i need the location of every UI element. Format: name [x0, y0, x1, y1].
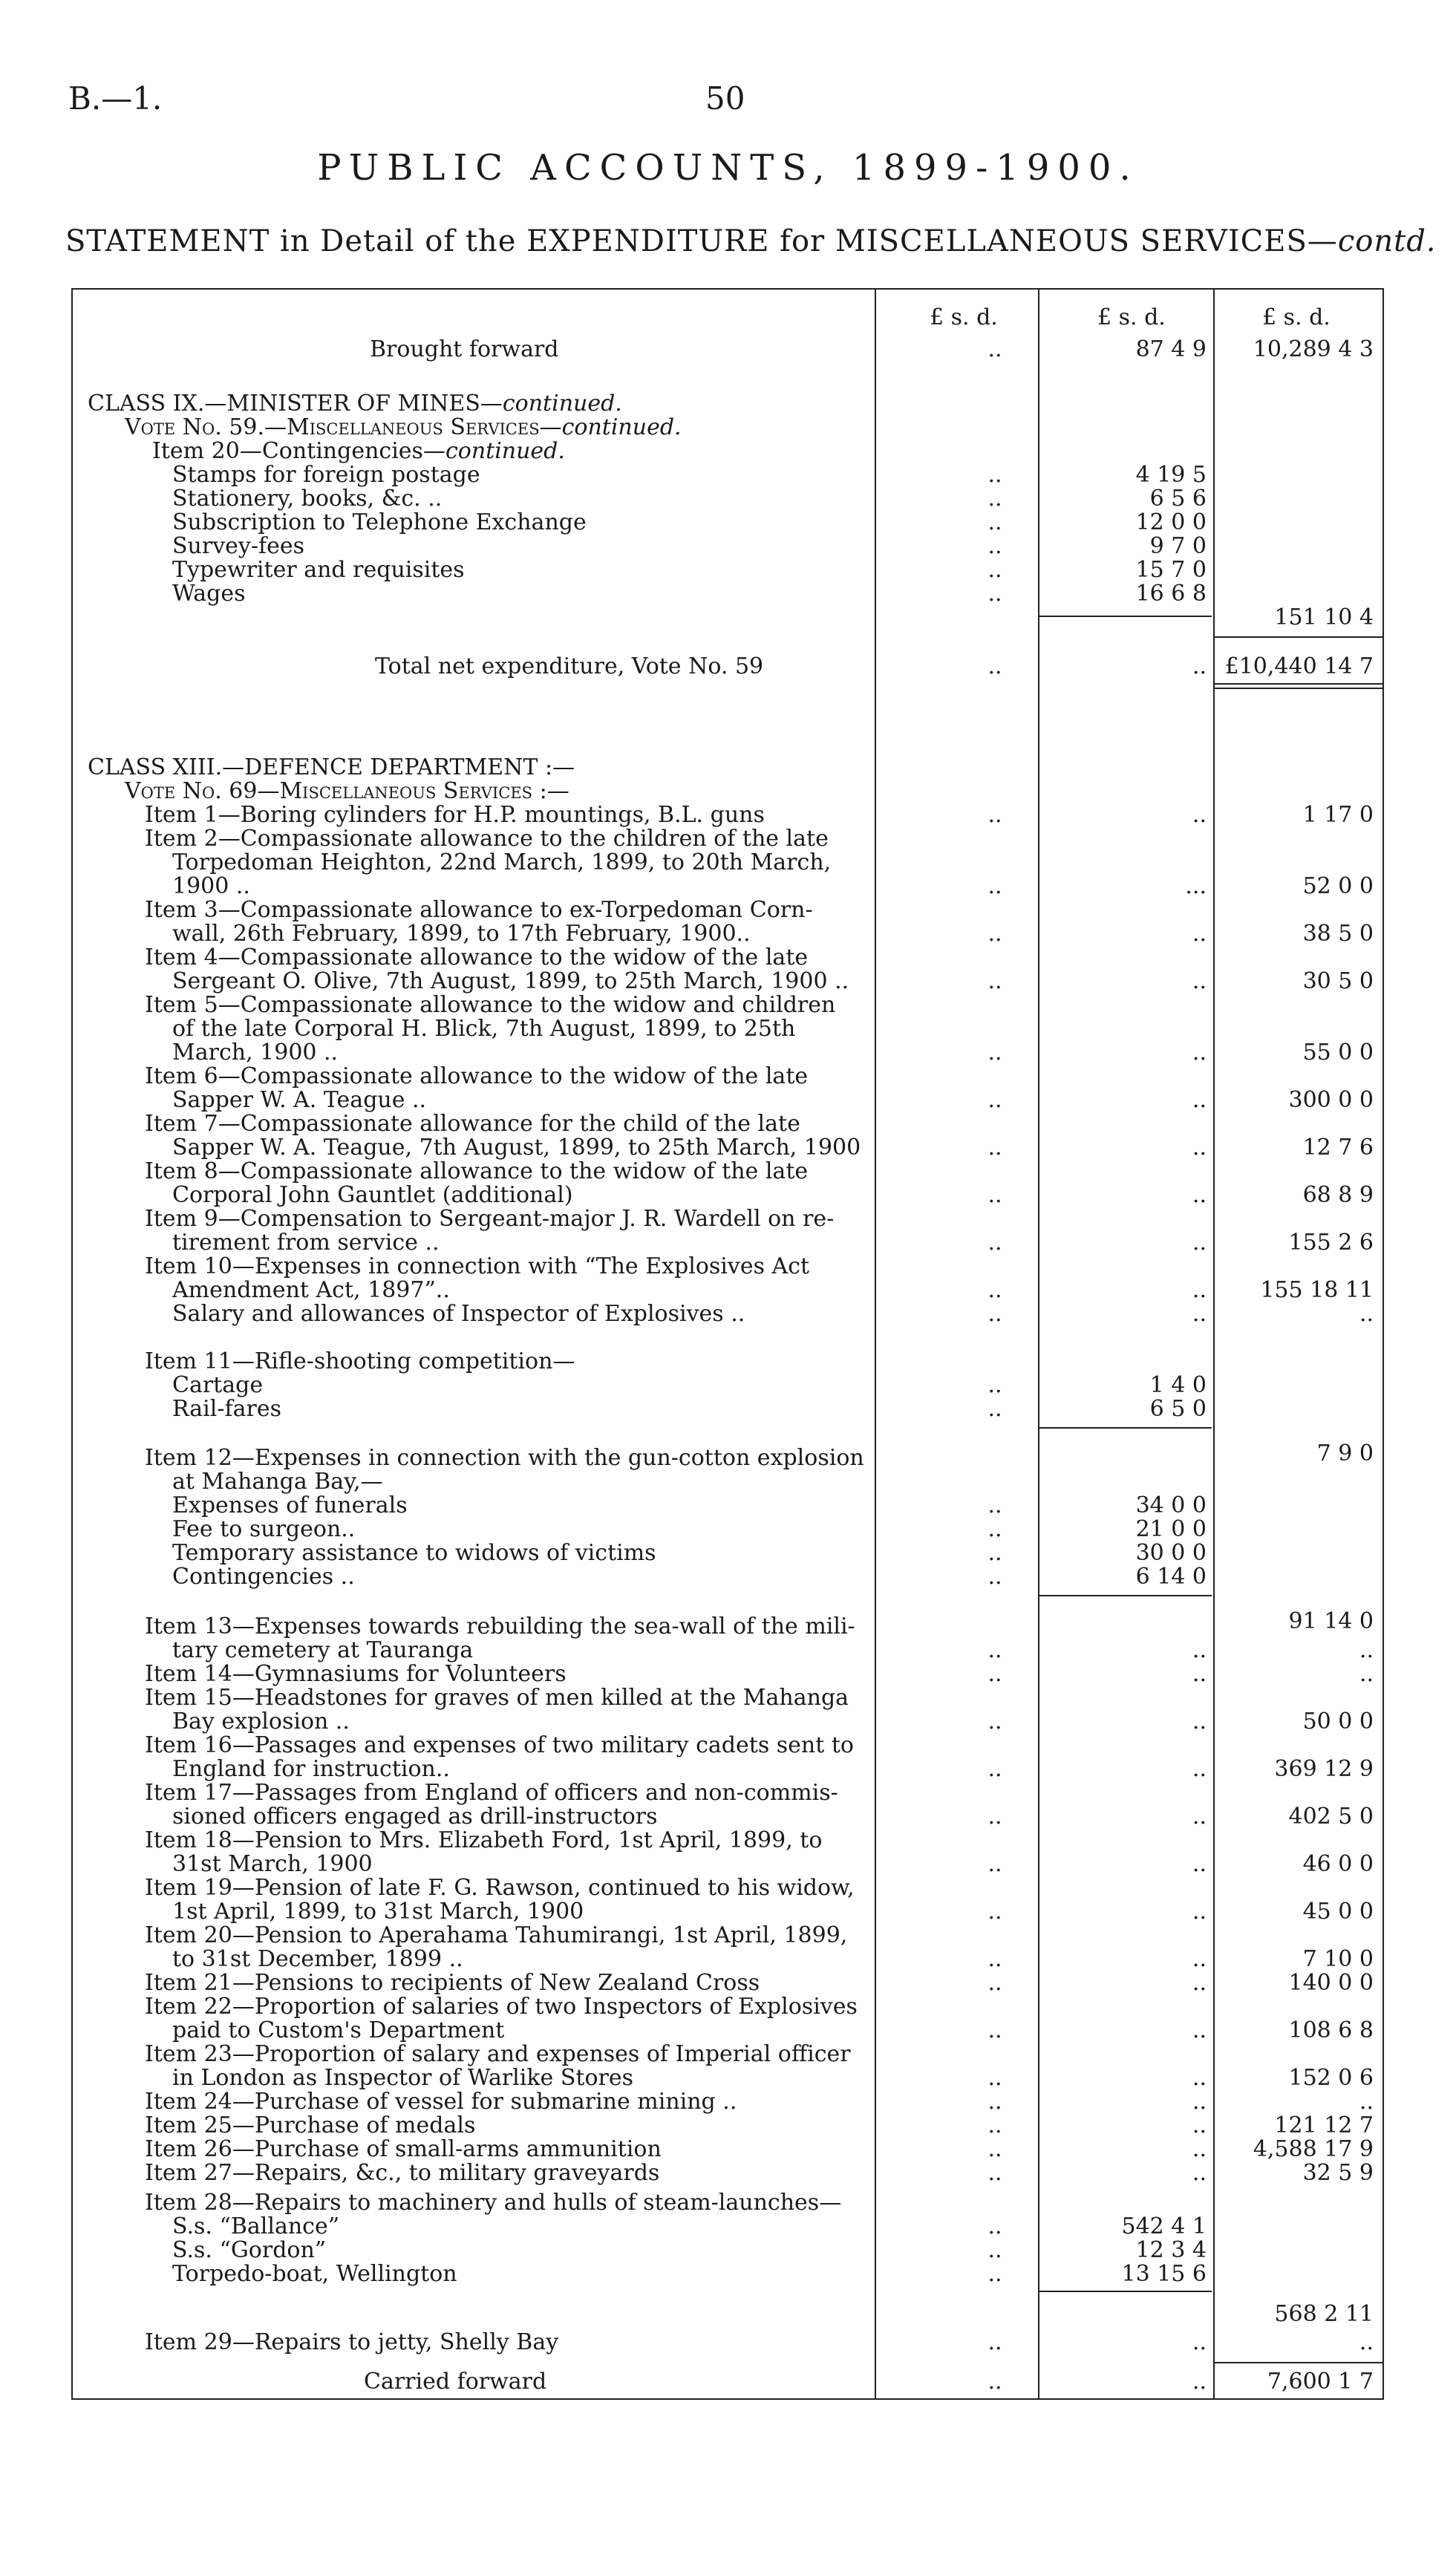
item11-row-label: Cartage — [172, 1372, 264, 1398]
item-c3: 32 5 9 — [1302, 2160, 1374, 2186]
item-c1: .. — [987, 2136, 1002, 2162]
item-c3: 46 0 0 — [1302, 1851, 1374, 1877]
item-text-line: 1900 .. — [172, 873, 250, 899]
item-c1: .. — [987, 1301, 1002, 1327]
item12-row-label: Contingencies .. — [172, 1564, 355, 1590]
item-c3: 369 12 9 — [1274, 1756, 1374, 1782]
item-c3: 50 0 0 — [1302, 1709, 1374, 1734]
item-c1: .. — [987, 1756, 1002, 1782]
item-c2: .. — [1192, 1804, 1207, 1830]
item28-row-c2: 12 3 4 — [1135, 2237, 1207, 2263]
item12-text-line: Item 12—Expenses in connection with the gun-cotton explosion — [145, 1445, 864, 1471]
vote59-total-label: Total net expenditure, Vote No. 59 — [375, 653, 764, 679]
vote59-total-c2: .. — [1192, 653, 1207, 679]
item-text-line: Bay explosion .. — [172, 1709, 350, 1734]
item-c1: .. — [987, 1182, 1002, 1208]
item-c2: .. — [1192, 2017, 1207, 2043]
item11-row-c1: .. — [987, 1372, 1002, 1398]
item12-row-c1: .. — [987, 1516, 1002, 1542]
item29-c3: .. — [1359, 2329, 1374, 2355]
item-c1: .. — [987, 1087, 1002, 1113]
item-c2: .. — [1192, 2136, 1207, 2162]
item-text-line: Item 7—Compassionate allowance for the child of the late — [145, 1111, 800, 1137]
item-c2: .. — [1192, 1756, 1207, 1782]
item-c3: 155 2 6 — [1288, 1230, 1374, 1256]
item29-c1: .. — [987, 2329, 1002, 2355]
item-c2: .. — [1192, 1661, 1207, 1687]
item-text-line: Item 9—Compensation to Sergeant-major J. R. Wardell on re- — [145, 1206, 835, 1232]
contingency-row-c2: 16 6 8 — [1135, 581, 1207, 607]
item11-row-c2: 1 4 0 — [1149, 1372, 1207, 1398]
item-c3: .. — [1359, 1661, 1374, 1687]
column-header-1: £ s. d. — [930, 304, 998, 330]
contingency-row-c1: .. — [987, 533, 1002, 559]
item-c3: .. — [1359, 1637, 1374, 1663]
item-c2: .. — [1192, 1182, 1207, 1208]
item-c3: 4,588 17 9 — [1253, 2136, 1374, 2162]
item-c2: .. — [1192, 1087, 1207, 1113]
item-text-line: 1st April, 1899, to 31st March, 1900 — [172, 1899, 584, 1925]
item-c3: 30 5 0 — [1302, 968, 1374, 994]
item-c1: .. — [987, 1230, 1002, 1256]
item28-row-c1: .. — [987, 2213, 1002, 2239]
item12-row-c2: 6 14 0 — [1135, 1564, 1207, 1590]
item-c3: 152 0 6 — [1288, 2065, 1374, 2091]
item-text-line: Item 6—Compassionate allowance to the widow of the late — [145, 1063, 809, 1089]
item-c2: .. — [1192, 1709, 1207, 1734]
contingency-row-c1: .. — [987, 581, 1002, 607]
item12-row-c1: .. — [987, 1492, 1002, 1518]
item28-row-c1: .. — [987, 2237, 1002, 2263]
contingency-row-label: Stationery, books, &c. .. — [172, 486, 443, 512]
item-c1: .. — [987, 2089, 1002, 2115]
item-c1: .. — [987, 1661, 1002, 1687]
item-text-line: March, 1900 .. — [172, 1040, 339, 1065]
carried-forward-rule — [1215, 2362, 1382, 2363]
vote59-total-c3: £10,440 14 7 — [1224, 653, 1374, 679]
item-text-line: Item 8—Compassionate allowance to the widow of the late — [145, 1158, 809, 1184]
item-c3: 45 0 0 — [1302, 1899, 1374, 1925]
item-c2: .. — [1192, 921, 1207, 947]
item-c2: .. — [1192, 2112, 1207, 2138]
item-c2: .. — [1192, 2089, 1207, 2115]
item12-row-label: Expenses of funerals — [172, 1492, 408, 1518]
item12-row-label: Fee to surgeon.. — [172, 1516, 356, 1542]
contingency-row-label: Typewriter and requisites — [172, 557, 465, 583]
item11-row-label: Rail-fares — [172, 1396, 281, 1422]
item-c2: .. — [1192, 1277, 1207, 1303]
item-c2: .. — [1192, 1230, 1207, 1256]
item-c3: 108 6 8 — [1288, 2017, 1374, 2043]
item12-text-line: at Mahanga Bay,— — [172, 1469, 383, 1495]
carried-forward-c2: .. — [1192, 2369, 1207, 2395]
item-text-line: Item 22—Proportion of salaries of two Inspectors of Explosives — [145, 1994, 858, 2020]
item-text-line: Item 16—Passages and expenses of two military cadets sent to — [145, 1732, 854, 1758]
brought-forward-c1: .. — [987, 336, 1002, 362]
item12-subtotal-rule — [1039, 1595, 1212, 1596]
item-text-line: Item 14—Gymnasiums for Volunteers — [145, 1661, 567, 1687]
item-c1: .. — [987, 1946, 1002, 1972]
item-c2: .. — [1192, 1851, 1207, 1877]
contingency-row-c2: 12 0 0 — [1135, 509, 1207, 535]
contingency-row-label: Wages — [172, 581, 246, 607]
item28-row-label: S.s. “Gordon” — [172, 2237, 327, 2263]
item-c1: .. — [987, 2112, 1002, 2138]
brought-forward-c3: 10,289 4 3 — [1253, 336, 1374, 362]
item-text-line: Item 1—Boring cylinders for H.P. mountings, B.L. guns — [145, 802, 765, 828]
item-text-line: Sergeant O. Olive, 7th August, 1899, to 25th March, 1900 .. — [172, 968, 849, 994]
statement-subtitle — [65, 224, 1437, 258]
item-text-line: Item 19—Pension of late F. G. Rawson, continued to his widow, — [145, 1875, 855, 1901]
item-text-line: tirement from service .. — [172, 1230, 440, 1256]
item-c1: .. — [987, 1970, 1002, 1996]
item-c3: .. — [1359, 1301, 1374, 1327]
item-c1: .. — [987, 1135, 1002, 1161]
item12-row-label: Temporary assistance to widows of victims — [172, 1540, 656, 1566]
item-c1: .. — [987, 2160, 1002, 2186]
item11-row-c2: 6 5 0 — [1149, 1396, 1207, 1422]
item-c2: .. — [1192, 968, 1207, 994]
item12-row-c2: 21 0 0 — [1135, 1516, 1207, 1542]
page-title: PUBLIC ACCOUNTS, 1899-1900. — [317, 147, 1139, 189]
item-text-line: Item 24—Purchase of vessel for submarine mining .. — [145, 2089, 737, 2115]
item-c3: 55 0 0 — [1302, 1040, 1374, 1065]
item-text-line: Item 3—Compassionate allowance to ex-Torpedoman Corn- — [145, 897, 813, 923]
class9-item20: Item 20—Contingencies—continued. — [152, 438, 565, 464]
page-number: 50 — [705, 80, 745, 117]
subtitle-main: STATEMENT in Detail of the EXPENDITURE for MISCELLANEOUS SERVICES — [65, 224, 1308, 258]
item12-subtotal: 91 14 0 — [1288, 1608, 1374, 1634]
item-c3: 12 7 6 — [1302, 1135, 1374, 1161]
item-c1: .. — [987, 802, 1002, 828]
item-text-line: Salary and allowances of Inspector of Explosives .. — [172, 1301, 745, 1327]
item-text-line: Amendment Act, 1897”.. — [172, 1277, 450, 1303]
item-text-line: Corporal John Gauntlet (additional) — [172, 1182, 573, 1208]
contingency-row-c2: 4 19 5 — [1135, 462, 1207, 488]
contingency-row-label: Survey-fees — [172, 533, 305, 559]
column-divider-3 — [1213, 288, 1215, 2400]
item-c1: .. — [987, 1040, 1002, 1065]
item-text-line: Item 5—Compassionate allowance to the widow and children — [145, 992, 836, 1018]
item-c2: .. — [1192, 1970, 1207, 1996]
item-text-line: Item 26—Purchase of small-arms ammunition — [145, 2136, 662, 2162]
contingency-row-label: Stamps for foreign postage — [172, 462, 480, 488]
item11-row-c1: .. — [987, 1396, 1002, 1422]
item29-c2: .. — [1192, 2329, 1207, 2355]
item-text-line: Item 2—Compassionate allowance to the children of the late — [145, 826, 829, 852]
item-text-line: tary cemetery at Tauranga — [172, 1637, 474, 1663]
item-text-line: Sapper W. A. Teague, 7th August, 1899, to 25th March, 1900 — [172, 1135, 861, 1161]
contingency-row-c1: .. — [987, 557, 1002, 583]
item-c3: 155 18 11 — [1260, 1277, 1374, 1303]
item-c2: .. — [1192, 1040, 1207, 1065]
item-c2: ... — [1185, 873, 1207, 899]
item-text-line: Item 21—Pensions to recipients of New Zealand Cross — [145, 1970, 760, 1996]
class9-total-rule-top — [1215, 636, 1382, 638]
item-c3: .. — [1359, 2089, 1374, 2115]
item-text-line: wall, 26th February, 1899, to 17th February, 1900.. — [172, 921, 751, 947]
item12-row-c2: 30 0 0 — [1135, 1540, 1207, 1566]
item-text-line: Item 10—Expenses in connection with “The Explosives Act — [145, 1253, 810, 1279]
item-text-line: of the late Corporal H. Blick, 7th August, 1899, to 25th — [172, 1016, 796, 1042]
item28-subtotal: 568 2 11 — [1274, 2301, 1374, 2327]
item-text-line: to 31st December, 1899 .. — [172, 1946, 463, 1972]
class13-heading: CLASS XIII.—DEFENCE DEPARTMENT :— — [88, 754, 575, 780]
item-c3: 52 0 0 — [1302, 873, 1374, 899]
item-text-line: Item 17—Passages from England of officers and non-commis- — [145, 1780, 838, 1806]
item12-row-c1: .. — [987, 1564, 1002, 1590]
item28-label: Item 28—Repairs to machinery and hulls of steam-launches— — [145, 2190, 842, 2216]
item-text-line: England for instruction.. — [172, 1756, 450, 1782]
item-text-line: Sapper W. A. Teague .. — [172, 1087, 427, 1113]
item-c3: 1 17 0 — [1302, 802, 1374, 828]
item-text-line: 31st March, 1900 — [172, 1851, 373, 1877]
item-text-line: Item 13—Expenses towards rebuilding the sea-wall of the mili- — [145, 1613, 855, 1639]
item-c1: .. — [987, 1851, 1002, 1877]
item-c1: .. — [987, 2065, 1002, 2091]
contingency-row-c2: 6 5 6 — [1149, 486, 1207, 512]
item-c3: 402 5 0 — [1288, 1804, 1374, 1830]
item-c3: 7 10 0 — [1302, 1946, 1374, 1972]
item12-row-c1: .. — [987, 1540, 1002, 1566]
item-text-line: paid to Custom's Department — [172, 2017, 505, 2043]
item28-row-c2: 542 4 1 — [1121, 2213, 1207, 2239]
class9-vote: Vote No. 59.—Miscellaneous Services—continued. — [125, 414, 682, 440]
contingency-row-c1: .. — [987, 509, 1002, 535]
item-c3: 68 8 9 — [1302, 1182, 1374, 1208]
brought-forward-c2: 87 4 9 — [1135, 336, 1207, 362]
class9-subtotal-rule — [1039, 616, 1212, 617]
item-text-line: Torpedoman Heighton, 22nd March, 1899, to 20th March, — [172, 849, 832, 875]
item-c3: 300 0 0 — [1288, 1087, 1374, 1113]
item-c3: 121 12 7 — [1274, 2112, 1374, 2138]
item-c2: .. — [1192, 1301, 1207, 1327]
item-c1: .. — [987, 1804, 1002, 1830]
contingency-row-c2: 9 7 0 — [1149, 533, 1207, 559]
carried-forward-label: Carried forward — [364, 2369, 547, 2395]
item-c1: .. — [987, 1709, 1002, 1734]
vote59-total-c1: .. — [987, 653, 1002, 679]
item-c1: .. — [987, 968, 1002, 994]
contingency-row-c1: .. — [987, 462, 1002, 488]
item-text-line: Item 23—Proportion of salary and expenses of Imperial officer — [145, 2041, 851, 2067]
subtitle-contd: —contd. — [1307, 224, 1437, 258]
item-c1: .. — [987, 1637, 1002, 1663]
column-header-2: £ s. d. — [1097, 304, 1166, 330]
item12-row-c2: 34 0 0 — [1135, 1492, 1207, 1518]
item28-row-c2: 13 15 6 — [1121, 2261, 1207, 2287]
contingency-row-c1: .. — [987, 486, 1002, 512]
item-c2: .. — [1192, 1637, 1207, 1663]
item28-row-label: Torpedo-boat, Wellington — [172, 2261, 457, 2287]
column-divider-1 — [875, 288, 876, 2400]
contingency-row-c2: 15 7 0 — [1135, 557, 1207, 583]
item-c2: .. — [1192, 1946, 1207, 1972]
item-c1: .. — [987, 1899, 1002, 1925]
column-header-3: £ s. d. — [1262, 304, 1331, 330]
item-text-line: Item 4—Compassionate allowance to the widow of the late — [145, 944, 809, 970]
carried-forward-c1: .. — [987, 2369, 1002, 2395]
item-text-line: sioned officers engaged as drill-instructors — [172, 1804, 658, 1830]
item11-label: Item 11—Rifle-shooting competition— — [145, 1348, 575, 1374]
contingency-row-label: Subscription to Telephone Exchange — [172, 509, 587, 535]
item29-label: Item 29—Repairs to jetty, Shelly Bay — [145, 2329, 559, 2355]
item-c2: .. — [1192, 802, 1207, 828]
class9-subtotal: 151 10 4 — [1274, 604, 1374, 630]
item28-row-label: S.s. “Ballance” — [172, 2213, 340, 2239]
item11-subtotal-rule — [1039, 1427, 1212, 1429]
item28-row-c1: .. — [987, 2261, 1002, 2287]
item-c1: .. — [987, 873, 1002, 899]
class9-heading: CLASS IX.—MINISTER OF MINES—continued. — [88, 391, 622, 417]
brought-forward-label: Brought forward — [370, 336, 559, 362]
item-c2: .. — [1192, 1899, 1207, 1925]
item-c1: .. — [987, 2017, 1002, 2043]
page-reference: B.—1. — [68, 80, 163, 117]
item-text-line: Item 18—Pension to Mrs. Elizabeth Ford, 1st April, 1899, to — [145, 1827, 823, 1853]
item-text-line: Item 27—Repairs, &c., to military graveyards — [145, 2160, 660, 2186]
class13-vote: Vote No. 69—Miscellaneous Services :— — [125, 778, 569, 804]
vote59-total-double-rule — [1215, 683, 1382, 689]
item-text-line: Item 15—Headstones for graves of men killed at the Mahanga — [145, 1685, 849, 1711]
carried-forward-c3: 7,600 1 7 — [1267, 2369, 1374, 2395]
item-c1: .. — [987, 921, 1002, 947]
item28-subtotal-rule — [1039, 2291, 1212, 2292]
item-c3: 140 0 0 — [1288, 1970, 1374, 1996]
item-c2: .. — [1192, 2160, 1207, 2186]
item-text-line: Item 25—Purchase of medals — [145, 2112, 476, 2138]
item11-subtotal: 7 9 0 — [1316, 1440, 1374, 1466]
item-c1: .. — [987, 1277, 1002, 1303]
item-text-line: in London as Inspector of Warlike Stores — [172, 2065, 633, 2091]
item-c2: .. — [1192, 1135, 1207, 1161]
item-c3: 38 5 0 — [1302, 921, 1374, 947]
item-text-line: Item 20—Pension to Aperahama Tahumirangi, 1st April, 1899, — [145, 1922, 848, 1948]
item-c2: .. — [1192, 2065, 1207, 2091]
